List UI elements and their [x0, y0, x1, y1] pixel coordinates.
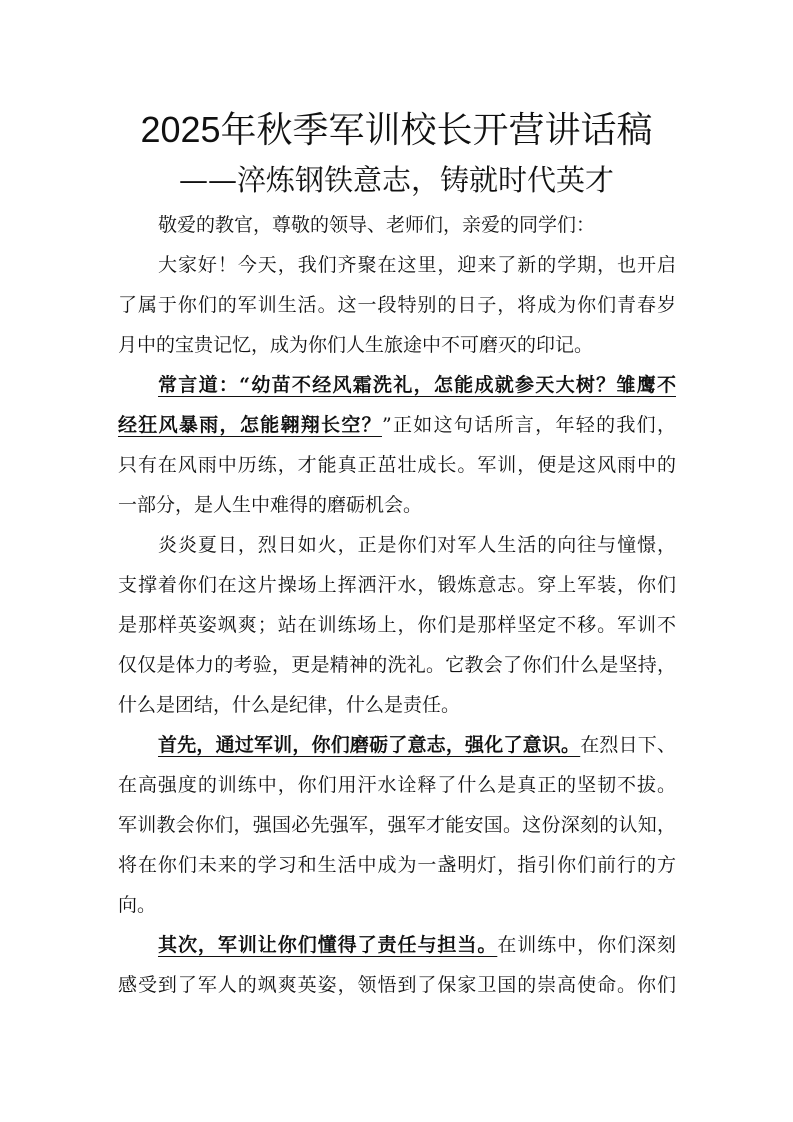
text-line	[118, 405, 676, 445]
text-line	[118, 685, 676, 725]
line-text: ”正如这句话所言，年轻的我们，	[381, 414, 676, 436]
line-text: 在训练中，你们深刻	[497, 934, 676, 956]
text-line	[118, 845, 676, 885]
underlined-emphasis: 经狂风暴雨，怎能翱翔长空？	[118, 414, 382, 436]
line-text: 仅仅是体力的考验，更是精神的洗礼。它教会了你们什么是坚持，	[118, 654, 676, 676]
line-text: 军训教会你们，强国必先强军，强军才能安国。这份深刻的认知，	[118, 814, 676, 836]
underlined-emphasis: 其次，军训让你们懂得了责任与担当。	[158, 934, 498, 956]
line-text: 向。	[118, 894, 157, 916]
text-line	[118, 605, 676, 645]
line-text: 一部分，是人生中难得的磨砺机会。	[118, 494, 423, 516]
line-text: 支撑着你们在这片操场上挥洒汗水，锻炼意志。穿上军装，你们	[118, 574, 676, 596]
text-line	[118, 725, 676, 765]
text-line	[118, 445, 676, 485]
line-text: 什么是团结，什么是纪律，什么是责任。	[118, 694, 461, 716]
document-title: 2025年秋季军训校长开营讲话稿	[140, 109, 653, 150]
text-line	[118, 525, 676, 565]
paragraph	[118, 925, 676, 1005]
line-text: 敬爱的教官，尊敬的领导、老师们，亲爱的同学们：	[158, 214, 596, 236]
line-text: 是那样英姿飒爽；站在训练场上，你们是那样坚定不移。军训不	[118, 614, 676, 636]
underlined-emphasis: 首先，通过军训，你们磨砺了意志，强化了意识。	[158, 734, 581, 756]
line-text: 感受到了军人的飒爽英姿，领悟到了保家卫国的崇高使命。你们	[118, 974, 676, 996]
paragraph	[118, 525, 676, 725]
line-text: 了属于你们的军训生活。这一段特别的日子，将成为你们青春岁	[118, 294, 676, 316]
document-body	[118, 205, 676, 1005]
text-line	[118, 485, 676, 525]
paragraph	[118, 205, 676, 245]
line-text: 将在你们未来的学习和生活中成为一盏明灯，指引你们前行的方	[118, 854, 676, 876]
paragraph	[118, 365, 676, 525]
line-text: 炎炎夏日，烈日如火，正是你们对军人生活的向往与憧憬，	[158, 534, 676, 556]
paragraph	[118, 245, 676, 365]
line-text: 只有在风雨中历练，才能真正茁壮成长。军训，便是这风雨中的	[118, 454, 676, 476]
text-line	[118, 565, 676, 605]
line-text: 大家好！今天，我们齐聚在这里，迎来了新的学期，也开启	[158, 254, 676, 276]
text-line	[118, 885, 676, 925]
text-line	[118, 925, 676, 965]
text-line	[118, 285, 676, 325]
text-line	[118, 965, 676, 1005]
line-text: 月中的宝贵记忆，成为你们人生旅途中不可磨灭的印记。	[118, 334, 594, 356]
text-line	[118, 365, 676, 405]
text-line	[118, 205, 676, 245]
underlined-emphasis: 常言道：“幼苗不经风霜洗礼，怎能成就参天大树？雏鹰不	[158, 374, 676, 396]
line-text: 在高强度的训练中，你们用汗水诠释了什么是真正的坚韧不拔。	[118, 774, 676, 796]
text-line	[118, 765, 676, 805]
document-subtitle: ——淬炼钢铁意志，铸就时代英才	[178, 163, 614, 197]
line-text: 在烈日下、	[580, 734, 676, 756]
paragraph	[118, 725, 676, 925]
text-line	[118, 645, 676, 685]
text-line	[118, 325, 676, 365]
text-line	[118, 805, 676, 845]
text-line	[118, 245, 676, 285]
